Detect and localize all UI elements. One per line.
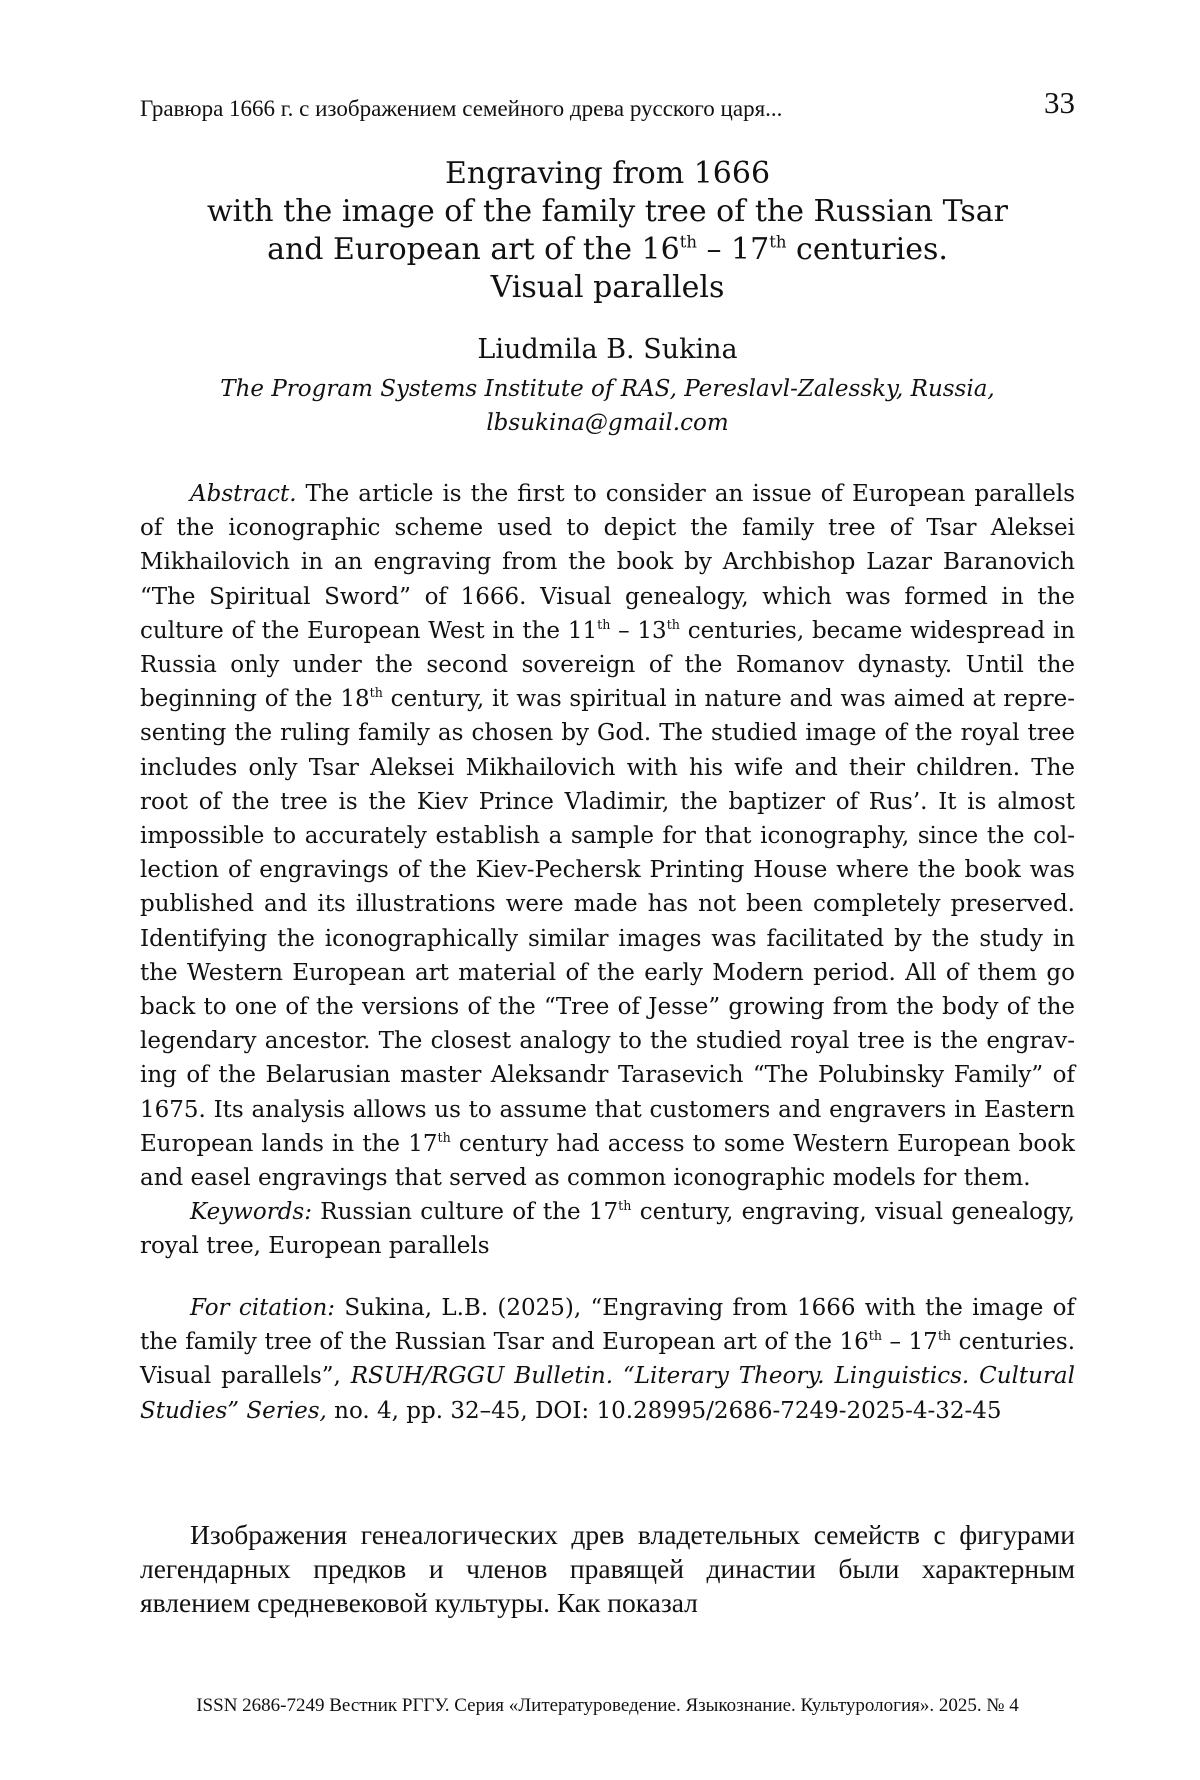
title-line-1: Engraving from 1666 — [444, 156, 771, 191]
citation-section — [140, 1291, 1075, 1428]
abstract-section — [140, 477, 1075, 1264]
citation-label: For citation: — [190, 1295, 336, 1321]
affiliation-text: The Program Systems Institute of RAS, Pereslavl-Zalessky, Russia, — [220, 376, 995, 402]
author-name: Liudmila B. Sukina — [477, 334, 738, 365]
title-line-2: with the image of the family tree of the Russian Tsar — [206, 194, 1009, 229]
author-affiliation — [140, 372, 1075, 440]
page-footer: ISSN 2686-7249 Вестник РГГУ. Серия «Литературоведение. Языкознание. Культурология». 2025. № 4 — [196, 1695, 1019, 1716]
page-number: 33 — [1044, 85, 1075, 120]
author-email[interactable]: lbsukina@gmail.com — [486, 410, 729, 436]
article-title — [140, 155, 1075, 307]
abstract-paragraph: Abstract. The article is the first to consider an issue of European parallels of the iconographic scheme used to depict the family tree of Tsar Aleksei Mikhailovich in an engraving from the book by Archbishop Lazar Baranovich “The Spiritual Sword” of 1666. Visual genealogy, which was formed in the culture of the European West in the 11th – 13th centuries, became widespread in Russia only under the second sovereign of the Romanov dynasty. Until the beginning of the 18th century, it was spiritual in nature and was aimed at representing the ruling family as chosen by God. The studied image of the royal tree includes only Tsar Aleksei Mikhailovich with his wife and their children. The root of the tree is the Kiev Prince Vladimir, the baptizer of Rus’. It is almost impossible to accurately establish a sample for that iconography, since the collection of engravings of the Kiev-Pechersk Printing House where the book was published and its illustrations were made has not been completely preserved. Identifying the iconographically similar images was facilitated by the study in the Western European art material of the early Modern period. All of them go back to one of the versions of the “Tree of Jesse” growing from the body of the legendary ancestor. The closest analogy to the studied royal tree is the engraving of the Belarusian master Aleksandr Tarasevich “The Polubinsky Family” of 1675. Its analysis allows us to assume that customers and engravers in Eastern European lands in the 17th century had access to some Western European book and easel engravings that served as common iconographic models for them. — [140, 481, 1076, 1192]
keywords-label: Keywords: — [190, 1199, 312, 1226]
running-head-title: Гравюра 1666 г. с изображением семейного древа русского царя... — [140, 96, 783, 121]
keywords-paragraph: Keywords: Russian culture of the 17th century, engraving, visual genealogy, royal tree, European parallels — [140, 1198, 1075, 1260]
citation-paragraph: For citation: Sukina, L.B. (2025), “Engraving from 1666 with the image of the family tree of the Russian Tsar and European art of the 16th – 17th centuries. Visual parallels”, RSUH/RGGU Bulletin. “Literary Theory. Linguistics. Cultural Studies” Series, no. 4, pp. 32–45, DOI: 10.28995/2686-7249-2025-4-32-45 — [140, 1295, 1076, 1424]
body-paragraph: Изображения генеалогических древ владетельных семейств с фигурами легендарных предков и членов правящей династии были характерным явлением средневековой культуры. Как показал — [140, 1519, 1075, 1618]
title-line-4: Visual parallels — [490, 270, 725, 305]
abstract-label: Abstract. — [190, 481, 297, 507]
title-line-3: and European art of the 16th – 17th centuries. — [267, 232, 948, 267]
body-text — [140, 1518, 1075, 1620]
citation-journal: RSUH/RGGU Bulletin. “Literary Theory. Linguistics. Cultural Studies” Series, — [140, 1363, 1075, 1424]
